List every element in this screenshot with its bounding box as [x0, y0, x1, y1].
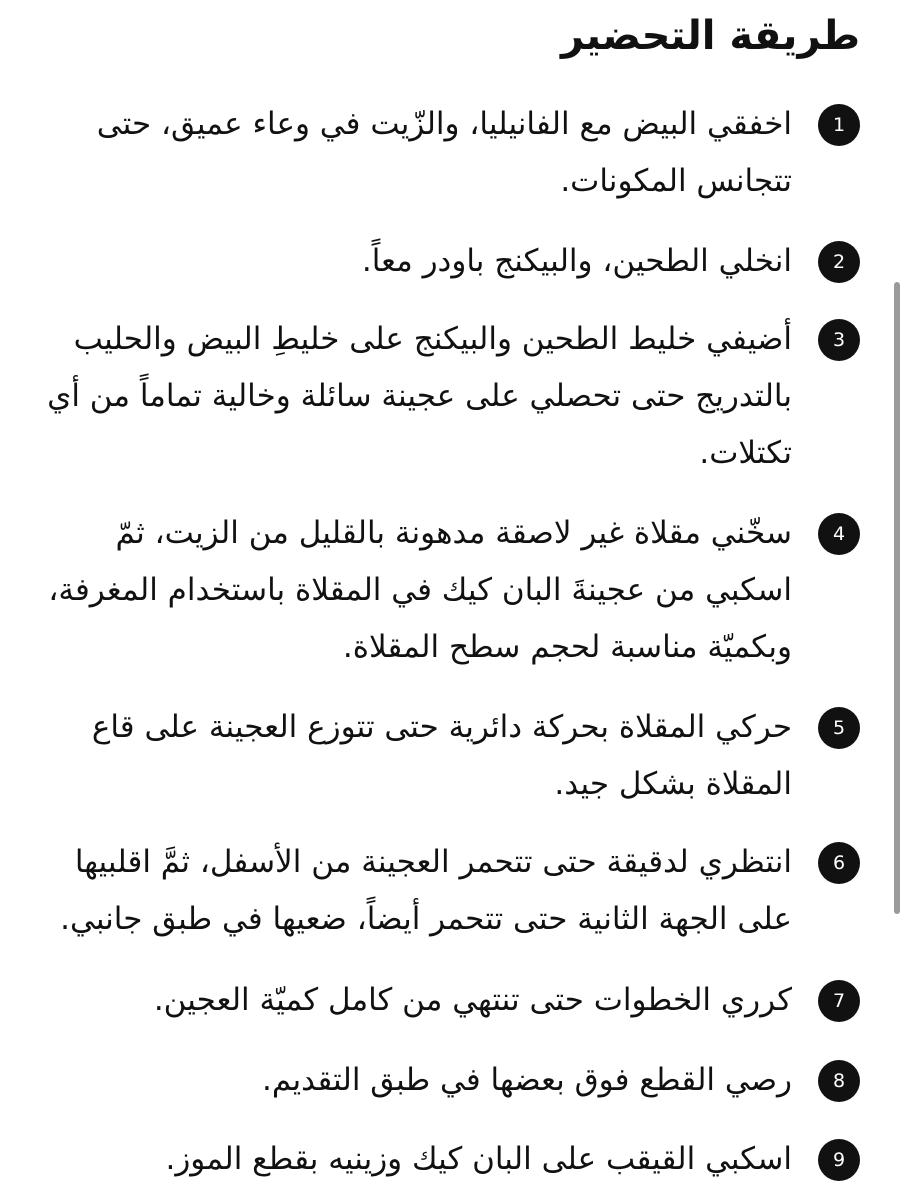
step-number-badge: 3 — [818, 319, 860, 361]
vertical-scrollbar[interactable] — [894, 282, 900, 914]
step-number-badge: 2 — [818, 241, 860, 283]
step-text: رصي القطع فوق بعضها في طبق التقديم. — [261, 1062, 792, 1098]
step-number-badge: 5 — [818, 707, 860, 749]
step-text: اسكبي القيقب على البان كيك وزينيه بقطع الموز. — [165, 1141, 792, 1177]
step-text: سخّني مقلاة غير لاصقة مدهونة بالقليل من الزيت، ثمّ اسكبي من عجينةَ البان كيك في المقلاة باستخدام المغرفة، وبكميّة مناسبة لحجم سطح المقلاة. — [48, 515, 792, 665]
step-number-badge: 8 — [818, 1060, 860, 1102]
step-text: حركي المقلاة بحركة دائرية حتى تتوزع العجينة على قاع المقلاة بشكل جيد. — [91, 709, 792, 802]
step-text: اخفقي البيض مع الفانيليا، والزّيت في وعاء عميق، حتى تتجانس المكونات. — [96, 106, 792, 199]
step-item — [40, 233, 860, 290]
section-title: طريقة التحضير — [560, 13, 860, 59]
step-item — [40, 972, 860, 1029]
step-item — [40, 834, 860, 948]
step-number-badge: 7 — [818, 980, 860, 1022]
step-item — [40, 505, 860, 676]
step-number-badge: 1 — [818, 104, 860, 146]
step-item — [40, 311, 860, 482]
step-item — [40, 1052, 860, 1109]
step-item — [40, 96, 860, 210]
step-number-badge: 6 — [818, 842, 860, 884]
step-text: أضيفي خليط الطحين والبيكنج على خليطِ البيض والحليب بالتدريج حتى تحصلي على عجينة سائلة وخالية تماماً من أي تكتلات. — [47, 321, 792, 471]
step-number-badge: 4 — [818, 513, 860, 555]
step-text: انخلي الطحين، والبيكنج باودر معاً. — [361, 243, 792, 279]
step-item — [40, 1131, 860, 1188]
step-item — [40, 699, 860, 813]
step-text: انتظري لدقيقة حتى تتحمر العجينة من الأسفل، ثمَّ اقلبيها على الجهة الثانية حتى تتحمر أيضاً، ضعيها في طبق جانبي. — [60, 844, 792, 937]
step-number-badge: 9 — [818, 1139, 860, 1181]
step-text: كرري الخطوات حتى تنتهي من كامل كميّة العجين. — [153, 982, 792, 1018]
